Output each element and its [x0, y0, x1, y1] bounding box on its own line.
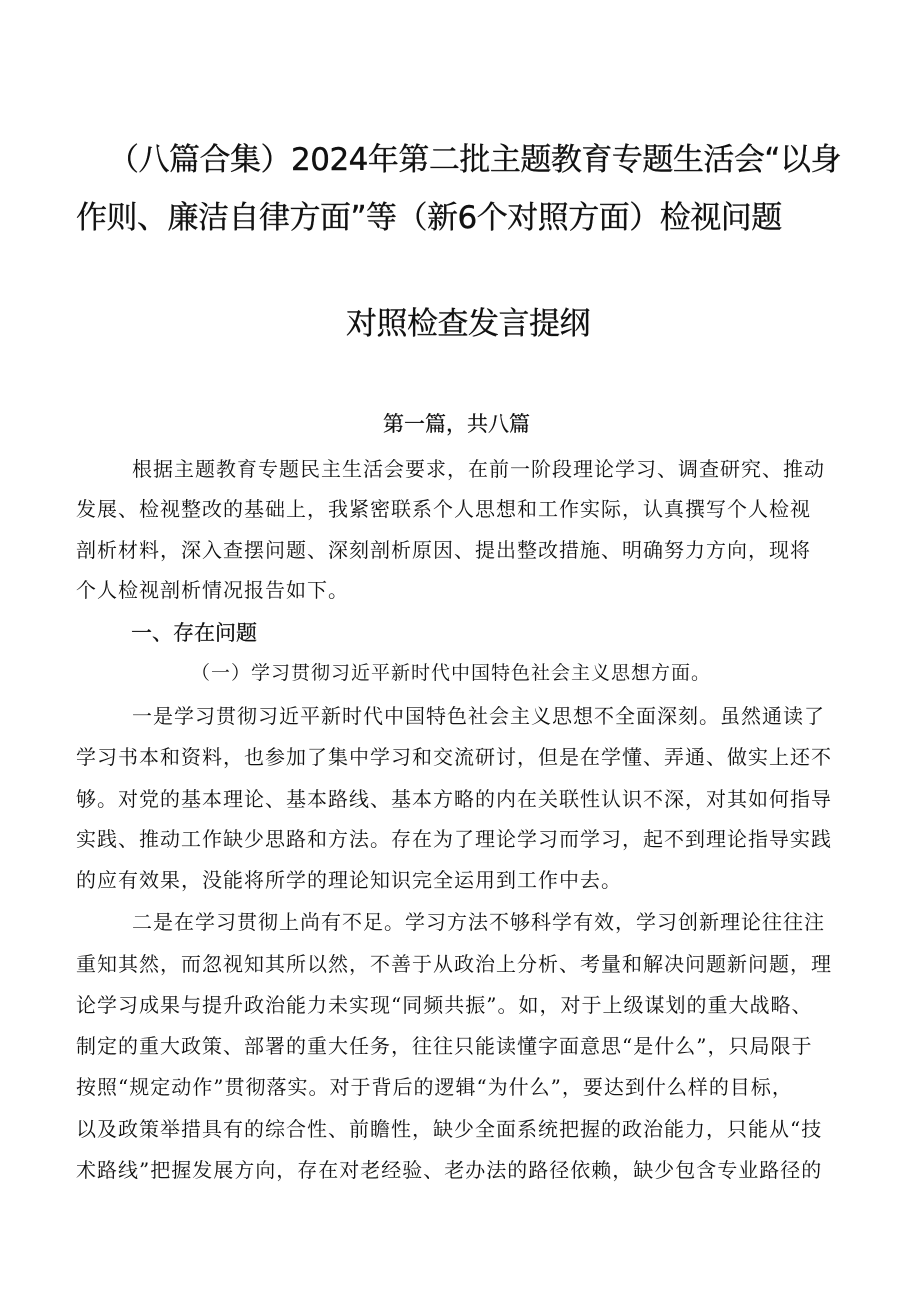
paragraph2-line-2: 重知其然，而忽视知其所以然，不善于从政治上分析、考量和解决问题新问题，理 — [76, 952, 832, 976]
intro-line-1: 根据主题教育专题民主生活会要求，在前一阶段理论学习、调查研究、推动 — [132, 457, 825, 481]
intro-line-3: 剖析材料，深入查摆问题、深刻剖析原因、提出整改措施、明确努力方向，现将 — [76, 538, 811, 562]
paragraph1-line-3: 够。对党的基本理论、基本路线、基本方略的内在关联性认识不深，对其如何指导 — [76, 787, 832, 811]
section-heading: 一、存在问题 — [131, 621, 257, 645]
paragraph2-line-5: 按照“规定动作”贯彻落实。对于背后的逻辑“为什么”，要达到什么样的目标， — [76, 1075, 793, 1099]
paragraph2-line-4: 制定的重大政策、部署的重大任务，往往只能读懂字面意思“是什么”，只局限于 — [76, 1034, 813, 1058]
document-title-line-1: （八篇合集）2024年第二批主题教育专题生活会“以身 — [108, 142, 841, 178]
intro-line-2: 发展、检视整改的基础上，我紧密联系个人思想和工作实际，认真撰写个人检视 — [76, 497, 811, 521]
document-title-line-2: 作则、廉洁自律方面”等（新6个对照方面）检视问题 — [76, 200, 782, 236]
document-title-line-3: 对照检查发言提纲 — [346, 306, 590, 342]
paragraph1-line-1: 一是学习贯彻习近平新时代中国特色社会主义思想不全面深刻。虽然通读了 — [132, 704, 825, 728]
paragraph2-line-6: 以及政策举措具有的综合性、前瞻性，缺少全面系统把握的政治能力，只能从“技 — [76, 1117, 823, 1141]
paragraph1-line-5: 的应有效果，没能将所学的理论知识完全运用到工作中去。 — [76, 868, 622, 892]
paragraph1-line-4: 实践、推动工作缺少思路和方法。存在为了理论学习而学习，起不到理论指导实践 — [76, 827, 832, 851]
document-subtitle: 第一篇，共八篇 — [383, 412, 530, 436]
paragraph1-line-2: 学习书本和资料，也参加了集中学习和交流研讨，但是在学懂、弄通、做实上还不 — [76, 745, 832, 769]
paragraph2-line-7: 术路线”把握发展方向，存在对老经验、老办法的路径依赖，缺少包含专业路径的 — [76, 1158, 823, 1182]
intro-line-4: 个人检视剖析情况报告如下。 — [76, 578, 349, 602]
sub-heading: （一）学习贯彻习近平新时代中国特色社会主义思想方面。 — [191, 662, 712, 684]
paragraph2-line-3: 论学习成果与提升政治能力未实现“同频共振”。如，对于上级谋划的重大战略、 — [76, 993, 813, 1017]
paragraph2-line-1: 二是在学习贯彻上尚有不足。学习方法不够科学有效，学习创新理论往往注 — [132, 910, 825, 934]
